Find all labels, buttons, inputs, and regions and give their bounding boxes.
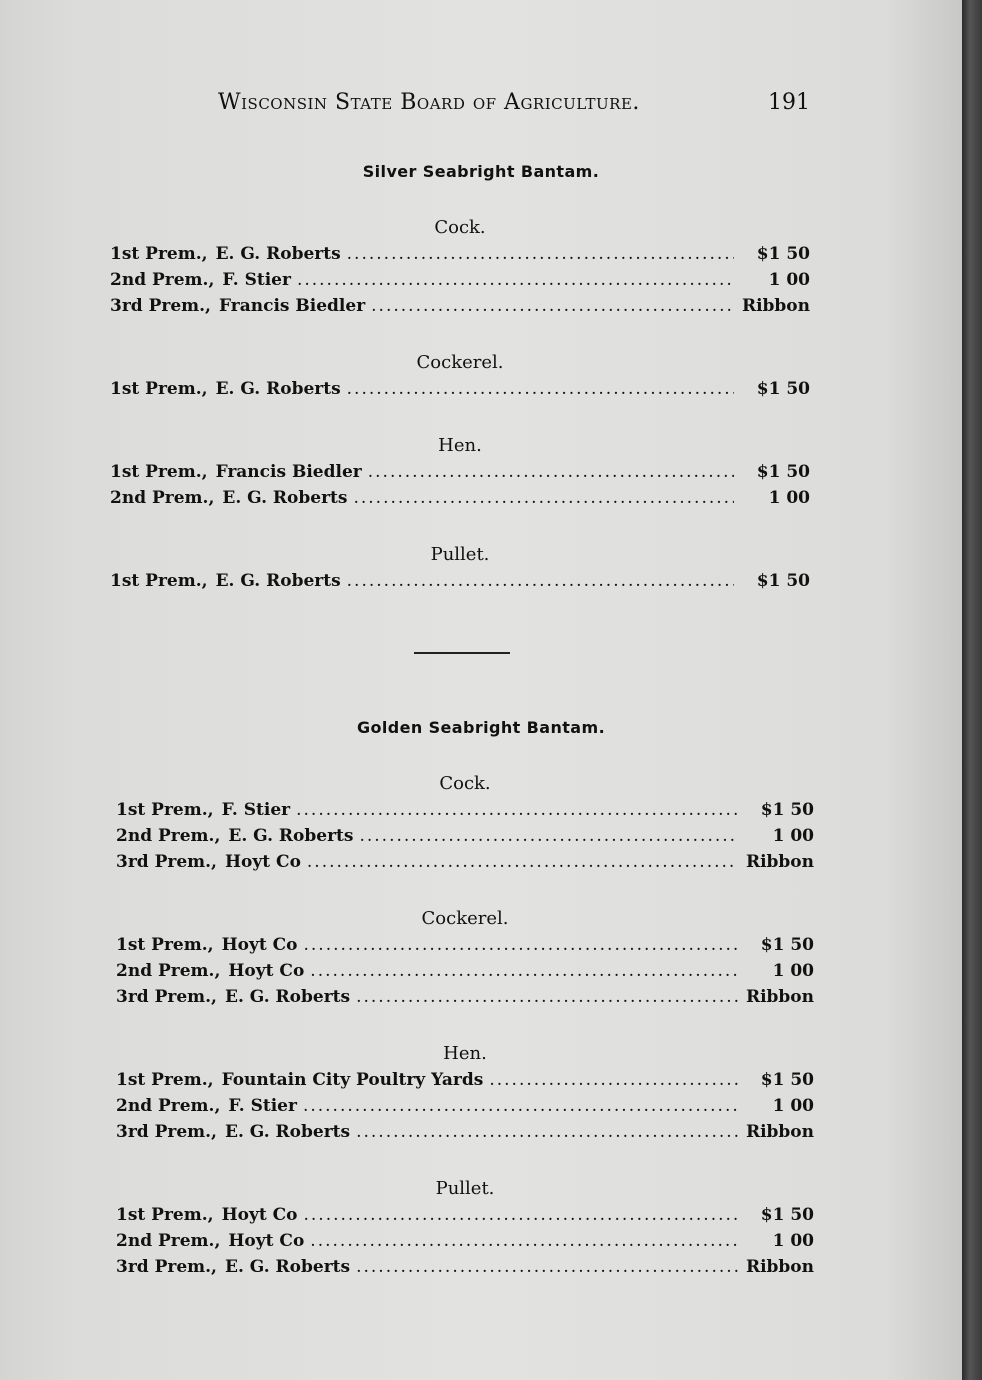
award-amount: Ribbon: [745, 987, 814, 1007]
prize-label: 3rd Prem.,: [116, 852, 217, 872]
dot-leader: [347, 244, 734, 264]
dot-leader: [489, 1070, 738, 1090]
section-silver-seabright-bantam: [0, 162, 962, 627]
group-title: Cock.: [439, 773, 491, 794]
group-title: Hen.: [443, 1043, 487, 1064]
award-amount: 1 00: [768, 270, 810, 290]
prize-label: 1st Prem.,: [110, 244, 208, 264]
award-group-cockerel: [110, 352, 810, 405]
winner-name: Hoyt Co: [224, 852, 301, 872]
dot-leader: [296, 800, 738, 820]
award-amount: Ribbon: [745, 1257, 814, 1277]
prize-label: 1st Prem.,: [110, 462, 208, 482]
award-amount: 1 00: [772, 1096, 814, 1116]
award-entry: [116, 1205, 814, 1231]
dot-leader: [359, 826, 738, 846]
award-entry: [116, 1231, 814, 1257]
running-head: Wisconsin State Board of Agriculture.: [218, 90, 640, 115]
dot-leader: [303, 1096, 738, 1116]
winner-name: F. Stier: [228, 1096, 297, 1116]
winner-name: Hoyt Co: [221, 1205, 298, 1225]
award-amount: Ribbon: [741, 296, 810, 316]
award-amount: $1 50: [756, 244, 810, 264]
page-number: 191: [768, 90, 810, 115]
winner-name: E. G. Roberts: [224, 1257, 351, 1277]
award-entry: [110, 571, 810, 597]
award-entry: [116, 800, 814, 826]
prize-label: 2nd Prem.,: [116, 1096, 221, 1116]
award-entry: [116, 1257, 814, 1283]
award-amount: $1 50: [756, 379, 810, 399]
winner-name: F. Stier: [221, 800, 291, 820]
award-amount: $1 50: [760, 800, 814, 820]
dot-leader: [297, 270, 734, 290]
dot-leader: [353, 488, 734, 508]
section-divider-rule: [414, 652, 510, 654]
winner-name: E. G. Roberts: [215, 244, 341, 264]
award-entry: [116, 987, 814, 1013]
winner-name: Fountain City Poultry Yards: [221, 1070, 484, 1090]
group-title: Pullet.: [435, 1178, 495, 1199]
dot-leader: [307, 852, 738, 872]
prize-label: 1st Prem.,: [116, 800, 214, 820]
winner-name: Francis Biedler: [218, 296, 366, 316]
prize-label: 2nd Prem.,: [116, 1231, 221, 1251]
award-amount: Ribbon: [745, 1122, 814, 1142]
section-golden-seabright-bantam: [0, 718, 962, 1313]
award-group-pullet: [110, 544, 810, 597]
award-entry: [110, 296, 810, 322]
prize-label: 1st Prem.,: [116, 935, 214, 955]
dot-leader: [356, 987, 738, 1007]
page-header: [0, 90, 962, 120]
award-entry: [116, 935, 814, 961]
award-group-pullet: [116, 1178, 814, 1283]
prize-label: 3rd Prem.,: [110, 296, 211, 316]
award-amount: $1 50: [756, 462, 810, 482]
winner-name: Francis Biedler: [215, 462, 362, 482]
award-group-hen: [110, 435, 810, 514]
prize-label: 1st Prem.,: [110, 379, 208, 399]
award-entry: [116, 1070, 814, 1096]
prize-label: 3rd Prem.,: [116, 987, 217, 1007]
winner-name: Hoyt Co: [228, 1231, 305, 1251]
award-entry: [110, 462, 810, 488]
group-title: Hen.: [438, 435, 482, 456]
prize-label: 2nd Prem.,: [110, 488, 215, 508]
award-amount: $1 50: [760, 1205, 814, 1225]
winner-name: E. G. Roberts: [224, 1122, 351, 1142]
award-entry: [116, 826, 814, 852]
winner-name: E. G. Roberts: [228, 826, 354, 846]
prize-label: 1st Prem.,: [116, 1070, 214, 1090]
award-entry: [110, 379, 810, 405]
prize-label: 2nd Prem.,: [110, 270, 215, 290]
award-amount: $1 50: [760, 1070, 814, 1090]
winner-name: E. G. Roberts: [224, 987, 351, 1007]
award-amount: 1 00: [768, 488, 810, 508]
award-amount: Ribbon: [745, 852, 814, 872]
dot-leader: [356, 1257, 738, 1277]
prize-label: 1st Prem.,: [116, 1205, 214, 1225]
prize-label: 2nd Prem.,: [116, 961, 221, 981]
award-entry: [110, 270, 810, 296]
winner-name: E. G. Roberts: [215, 571, 341, 591]
winner-name: E. G. Roberts: [222, 488, 348, 508]
prize-label: 3rd Prem.,: [116, 1122, 217, 1142]
award-entry: [110, 488, 810, 514]
dot-leader: [303, 935, 738, 955]
section-title: Golden Seabright Bantam.: [356, 718, 606, 737]
award-amount: 1 00: [772, 826, 814, 846]
prize-label: 1st Prem.,: [110, 571, 208, 591]
group-title: Cockerel.: [416, 352, 504, 373]
award-amount: 1 00: [772, 1231, 814, 1251]
award-entry: [116, 852, 814, 878]
award-group-cock: [110, 217, 810, 322]
award-group-cockerel: [116, 908, 814, 1013]
award-amount: $1 50: [756, 571, 810, 591]
dot-leader: [356, 1122, 738, 1142]
award-amount: $1 50: [760, 935, 814, 955]
award-entry: [116, 1122, 814, 1148]
dot-leader: [371, 296, 734, 316]
award-entry: [116, 961, 814, 987]
award-entry: [116, 1096, 814, 1122]
dot-leader: [310, 1231, 738, 1251]
award-entry: [110, 244, 810, 270]
winner-name: Hoyt Co: [228, 961, 305, 981]
dot-leader: [303, 1205, 738, 1225]
dot-leader: [310, 961, 738, 981]
book-spine-edge: [962, 0, 982, 1380]
dot-leader: [368, 462, 734, 482]
winner-name: F. Stier: [222, 270, 291, 290]
section-title: Silver Seabright Bantam.: [362, 162, 600, 181]
prize-label: 3rd Prem.,: [116, 1257, 217, 1277]
group-title: Cock.: [434, 217, 486, 238]
award-group-hen: [116, 1043, 814, 1148]
award-group-cock: [116, 773, 814, 878]
group-title: Cockerel.: [421, 908, 509, 929]
dot-leader: [347, 379, 734, 399]
prize-label: 2nd Prem.,: [116, 826, 221, 846]
award-amount: 1 00: [772, 961, 814, 981]
dot-leader: [347, 571, 734, 591]
winner-name: Hoyt Co: [221, 935, 298, 955]
group-title: Pullet.: [430, 544, 490, 565]
winner-name: E. G. Roberts: [215, 379, 341, 399]
